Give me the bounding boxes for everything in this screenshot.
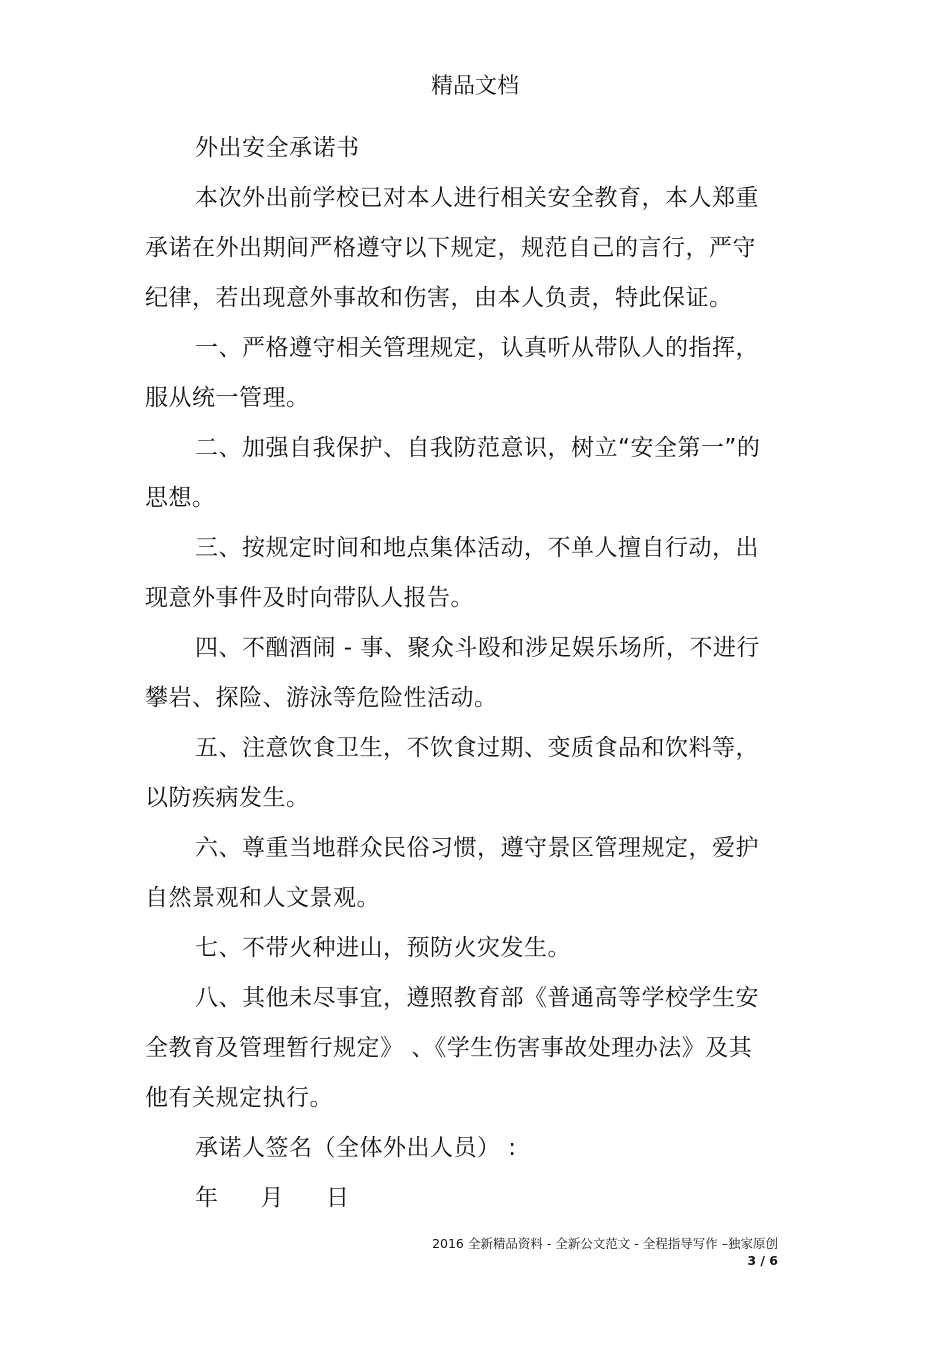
paragraph-intro: 本次外出前学校已对本人进行相关安全教育，本人郑重承诺在外出期间严格遵守以下规定，规范自己的言行，严守纪律，若出现意外事故和伤害，由本人负责，特此保证。 [145,185,759,311]
document-body [145,123,770,1223]
signature-line: 承诺人签名（全体外出人员） : [195,1135,517,1161]
date-day: 日 [326,1185,350,1211]
page-header: 精品文档 [430,74,519,99]
paragraph-rule-8: 八、其他未尽事宜，遵照教育部《普通高等学校学生安全教育及管理暂行规定》 、《学生伤害事故处理办法》及其他有关规定执行。 [145,985,759,1111]
paragraph-rule-7: 七、不带火种进山，预防火灾发生。 [195,935,571,961]
footer-text: 2016 全新精品资料 - 全新公文范文 - 全程指导写作 –独家原创 [432,1236,778,1251]
page-footer [432,1235,778,1269]
date-month: 月 [260,1185,284,1211]
paragraph-rule-1: 一、严格遵守相关管理规定，认真听从带队人的指挥，服从统一管理。 [145,335,759,411]
page-number: 3 / 6 [747,1253,778,1268]
paragraph-rule-6: 六、尊重当地群众民俗习惯，遵守景区管理规定，爱护自然景观和人文景观。 [145,835,759,911]
paragraph-rule-4: 四、不酗酒闹 - 事、聚众斗殴和涉足娱乐场所，不进行攀岩、探险、游泳等危险性活动。 [145,635,760,711]
date-year: 年 [195,1185,219,1211]
paragraph-rule-2: 二、加强自我保护、自我防范意识，树立“安全第一”的思想。 [145,435,761,511]
date-line [145,1173,770,1223]
paragraph-rule-5: 五、注意饮食卫生，不饮食过期、变质食品和饮料等，以防疾病发生。 [145,735,759,811]
paragraph-rule-3: 三、按规定时间和地点集体活动，不单人擅自行动，出现意外事件及时向带队人报告。 [145,535,759,611]
document-title: 外出安全承诺书 [195,135,360,161]
